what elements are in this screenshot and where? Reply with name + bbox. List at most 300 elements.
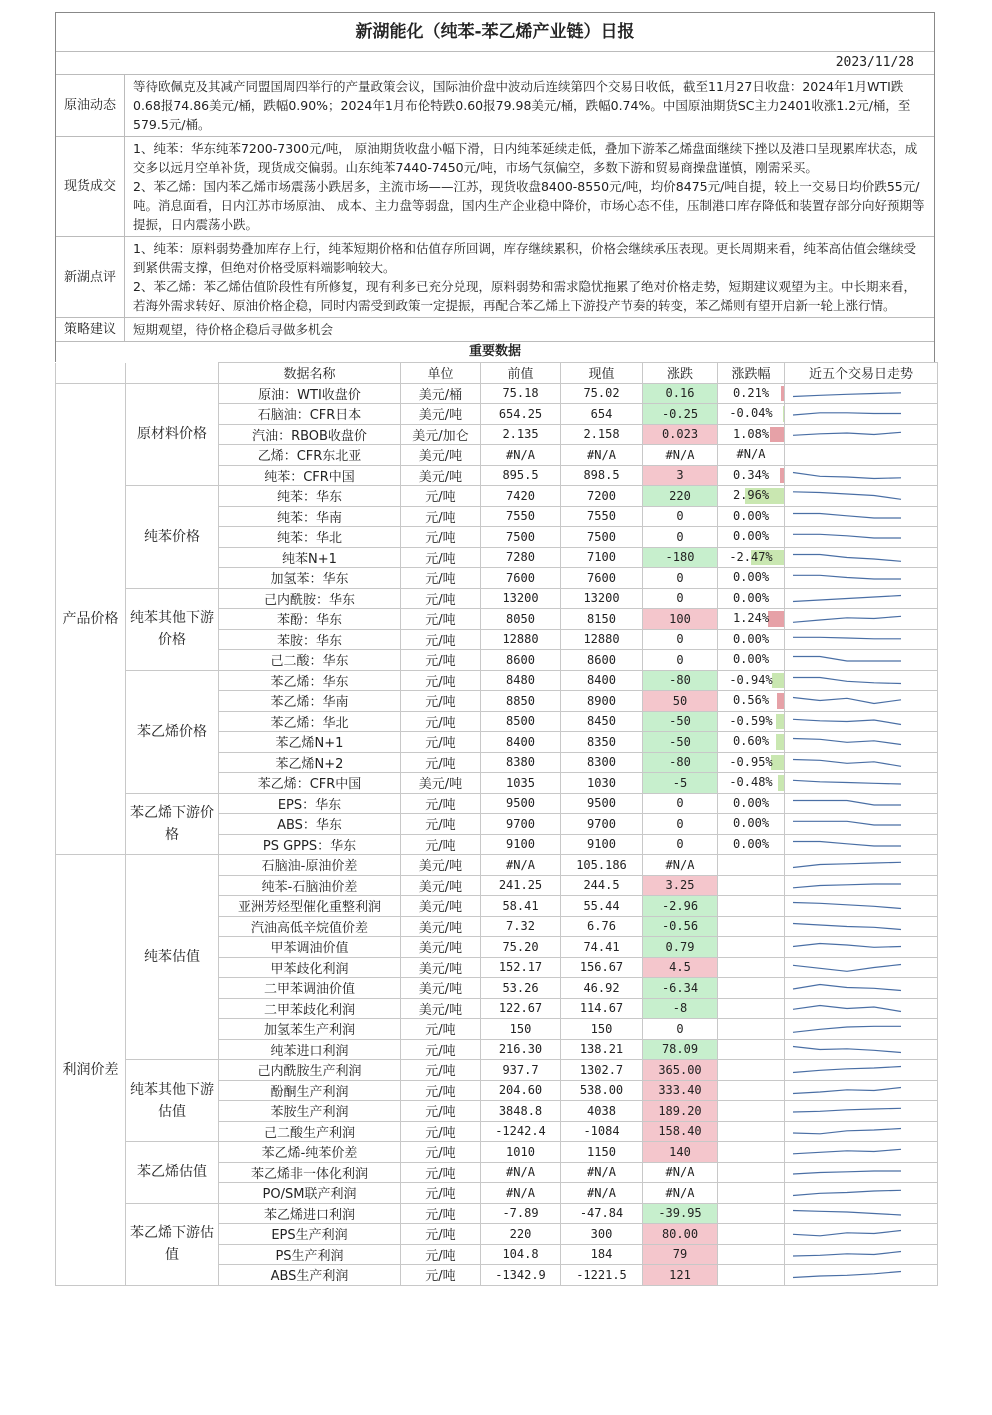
sparkline xyxy=(785,404,936,423)
sparkline xyxy=(785,773,936,792)
cell-trend xyxy=(785,609,938,630)
sparkline-path xyxy=(793,1067,901,1073)
cell-curr: 300 xyxy=(561,1224,643,1245)
cell-prev: #N/A xyxy=(481,445,561,466)
section-paragraph: 1、纯苯：原料弱势叠加库存上行，纯苯短期价格和估值存所回调，库存继续累积，价格会继续承压表现。更长周期来看，纯苯高估值会继续受到紧供需支撑，但绝对价格受原料端影响较大。 xyxy=(133,241,916,275)
cell-change: #N/A xyxy=(643,1162,718,1183)
cell-name: 甲苯歧化利润 xyxy=(219,957,401,978)
sparkline xyxy=(785,896,936,915)
cell-unit: 元/吨 xyxy=(401,568,481,589)
cell-name: PO/SM联产利润 xyxy=(219,1183,401,1204)
sparkline xyxy=(785,1040,936,1059)
pct-text: -0.59% xyxy=(729,713,773,728)
sparkline xyxy=(785,855,936,874)
cell-curr: 46.92 xyxy=(561,978,643,999)
cell-trend xyxy=(785,1121,938,1142)
sparkline-path xyxy=(793,657,901,662)
pct-databar xyxy=(770,427,784,443)
cell-trend xyxy=(785,711,938,732)
table-row xyxy=(56,855,938,876)
cell-trend xyxy=(785,896,938,917)
header-pct: 涨跌幅 xyxy=(718,363,785,384)
sparkline-path xyxy=(793,1231,901,1236)
sparkline-path xyxy=(793,393,901,397)
pct-databar xyxy=(768,611,784,627)
cell-trend xyxy=(785,937,938,958)
cell-prev: 241.25 xyxy=(481,875,561,896)
cell-unit: 元/吨 xyxy=(401,1101,481,1122)
cell-curr: 13200 xyxy=(561,588,643,609)
cell-trend xyxy=(785,547,938,568)
cell-change-pct xyxy=(718,1224,785,1245)
sparkline xyxy=(785,589,936,608)
sparkline-path xyxy=(793,595,901,601)
cell-change-pct xyxy=(718,691,785,712)
cell-change-pct xyxy=(718,1265,785,1286)
cell-prev: 8050 xyxy=(481,609,561,630)
cell-prev: 8500 xyxy=(481,711,561,732)
cell-change-pct xyxy=(718,650,785,671)
sparkline-path xyxy=(793,863,901,868)
cell-change-pct xyxy=(718,875,785,896)
cell-unit: 元/吨 xyxy=(401,1244,481,1265)
pct-text: -0.48% xyxy=(729,775,773,790)
header-curr: 现值 xyxy=(561,363,643,384)
cell-trend xyxy=(785,588,938,609)
cell-name: 原油：WTI收盘价 xyxy=(219,383,401,404)
cell-unit: 元/吨 xyxy=(401,1224,481,1245)
cell-unit: 美元/吨 xyxy=(401,855,481,876)
sparkline-path xyxy=(793,759,901,766)
cell-change-pct xyxy=(718,629,785,650)
cell-prev: 9100 xyxy=(481,834,561,855)
sparkline xyxy=(785,753,936,772)
cell-change-pct xyxy=(718,937,785,958)
cell-change-pct xyxy=(718,1244,785,1265)
sparkline xyxy=(785,732,936,751)
cell-name: 苯胺生产利润 xyxy=(219,1101,401,1122)
sparkline xyxy=(785,1163,936,1182)
cell-change-pct xyxy=(718,1183,785,1204)
key-data-table xyxy=(55,362,938,1286)
sparkline-path xyxy=(793,944,901,948)
cell-curr: 8150 xyxy=(561,609,643,630)
cell-unit: 美元/吨 xyxy=(401,937,481,958)
cell-curr: 1302.7 xyxy=(561,1060,643,1081)
cell-trend xyxy=(785,1101,938,1122)
cell-name: 亚洲芳烃型催化重整利润 xyxy=(219,896,401,917)
sparkline-path xyxy=(793,617,901,623)
cell-name: 二甲苯歧化利润 xyxy=(219,998,401,1019)
cell-unit: 元/吨 xyxy=(401,670,481,691)
report-header xyxy=(55,12,935,342)
subgroup-label: 纯苯其他下游估值 xyxy=(126,1060,219,1142)
cell-name: 苯胺：华东 xyxy=(219,629,401,650)
category-label: 利润价差 xyxy=(56,855,126,1286)
cell-change-pct xyxy=(718,1101,785,1122)
cell-curr: 8400 xyxy=(561,670,643,691)
cell-change-pct xyxy=(718,1039,785,1060)
sparkline-path xyxy=(793,923,901,929)
cell-change: 0 xyxy=(643,527,718,548)
cell-change: 333.40 xyxy=(643,1080,718,1101)
cell-trend xyxy=(785,506,938,527)
cell-trend xyxy=(785,1060,938,1081)
pct-text: 0.00% xyxy=(732,631,770,646)
sparkline-path xyxy=(793,1150,901,1155)
cell-trend xyxy=(785,834,938,855)
cell-unit: 元/吨 xyxy=(401,1121,481,1142)
cell-prev: 8380 xyxy=(481,752,561,773)
cell-change: 0 xyxy=(643,814,718,835)
cell-trend xyxy=(785,629,938,650)
sparkline-path xyxy=(793,985,901,991)
cell-curr: 184 xyxy=(561,1244,643,1265)
cell-trend xyxy=(785,691,938,712)
cell-curr: 244.5 xyxy=(561,875,643,896)
sparkline-path xyxy=(793,677,901,683)
pct-databar xyxy=(783,406,784,422)
cell-change: 100 xyxy=(643,609,718,630)
cell-prev: 7500 xyxy=(481,527,561,548)
cell-name: 二甲苯调油价值 xyxy=(219,978,401,999)
cell-prev: 122.67 xyxy=(481,998,561,1019)
cell-trend xyxy=(785,814,938,835)
cell-change: -2.96 xyxy=(643,896,718,917)
cell-change: 80.00 xyxy=(643,1224,718,1245)
cell-unit: 元/吨 xyxy=(401,486,481,507)
cell-curr: 8450 xyxy=(561,711,643,732)
table-row xyxy=(56,588,938,609)
cell-curr: 1150 xyxy=(561,1142,643,1163)
sparkline-path xyxy=(793,1171,901,1174)
cell-prev: 104.8 xyxy=(481,1244,561,1265)
header-unit: 单位 xyxy=(401,363,481,384)
cell-change-pct xyxy=(718,978,785,999)
daily-report-sheet xyxy=(55,12,935,1286)
cell-unit: 元/吨 xyxy=(401,793,481,814)
cell-change-pct xyxy=(718,383,785,404)
cell-change: #N/A xyxy=(643,855,718,876)
cell-name: 苯乙烯非一体化利润 xyxy=(219,1162,401,1183)
cell-prev: 12880 xyxy=(481,629,561,650)
sparkline xyxy=(785,1122,936,1141)
pct-databar xyxy=(776,734,784,750)
sparkline xyxy=(785,958,936,977)
sparkline xyxy=(785,630,936,649)
sparkline-path xyxy=(793,822,901,826)
cell-change: 158.40 xyxy=(643,1121,718,1142)
cell-curr: 9500 xyxy=(561,793,643,814)
cell-curr: 75.02 xyxy=(561,383,643,404)
header-blank xyxy=(126,363,219,384)
category-label: 产品价格 xyxy=(56,383,126,855)
cell-curr: 898.5 xyxy=(561,465,643,486)
cell-curr: 55.44 xyxy=(561,896,643,917)
cell-change: -5 xyxy=(643,773,718,794)
pct-text: 0.00% xyxy=(732,795,770,810)
sparkline-path xyxy=(793,841,901,846)
pct-text: 0.00% xyxy=(732,590,770,605)
sparkline-path xyxy=(793,800,901,805)
pct-text: -2.47% xyxy=(729,549,773,564)
pct-text: 0.00% xyxy=(732,570,770,585)
section-paragraph: 2、苯乙烯：国内苯乙烯市场震荡小跌居多，主流市场——江苏，现货收盘8400-8550元/吨，均价8475元/吨自提，较上一交易日均价跌55元/吨。消息面看，日内江苏市场原油、 成本、主力盘等弱盘，国内生产企业稳中降价，市场心态不佳，压制港口库存降低和装置存部分向好预期等提振，日内震荡小跌。 xyxy=(133,179,925,232)
cell-change-pct xyxy=(718,1142,785,1163)
cell-prev: -1342.9 xyxy=(481,1265,561,1286)
cell-change-pct xyxy=(718,404,785,425)
sparkline xyxy=(785,937,936,956)
cell-curr: #N/A xyxy=(561,1162,643,1183)
cell-curr: 7200 xyxy=(561,486,643,507)
cell-change-pct xyxy=(718,1203,785,1224)
sparkline-path xyxy=(793,1087,901,1093)
cell-name: 纯苯：华南 xyxy=(219,506,401,527)
section-row xyxy=(56,137,934,237)
cell-change: 121 xyxy=(643,1265,718,1286)
cell-change: 0 xyxy=(643,629,718,650)
header-blank xyxy=(56,363,126,384)
cell-change-pct xyxy=(718,1080,785,1101)
cell-name: 纯苯-石脑油价差 xyxy=(219,875,401,896)
cell-trend xyxy=(785,1039,938,1060)
cell-curr: 7500 xyxy=(561,527,643,548)
cell-curr: #N/A xyxy=(561,1183,643,1204)
section-row xyxy=(56,318,934,342)
pct-text: 2.96% xyxy=(732,488,770,503)
sparkline xyxy=(785,548,936,567)
cell-change-pct xyxy=(718,486,785,507)
cell-unit: 美元/吨 xyxy=(401,445,481,466)
cell-unit: 元/吨 xyxy=(401,752,481,773)
cell-prev: 8400 xyxy=(481,732,561,753)
sparkline-path xyxy=(793,781,901,785)
sparkline-path xyxy=(793,719,901,724)
cell-change: 4.5 xyxy=(643,957,718,978)
sparkline xyxy=(785,486,936,505)
sparkline-path xyxy=(793,513,901,518)
cell-unit: 元/吨 xyxy=(401,629,481,650)
sparkline-path xyxy=(793,1005,901,1011)
cell-prev: 13200 xyxy=(481,588,561,609)
cell-trend xyxy=(785,424,938,445)
cell-unit: 元/吨 xyxy=(401,547,481,568)
sparkline xyxy=(785,1265,936,1284)
cell-trend xyxy=(785,568,938,589)
pct-text: 0.00% xyxy=(732,508,770,523)
section-row xyxy=(56,237,934,318)
cell-prev: #N/A xyxy=(481,1162,561,1183)
cell-unit: 美元/吨 xyxy=(401,875,481,896)
cell-curr: 8300 xyxy=(561,752,643,773)
cell-change-pct xyxy=(718,547,785,568)
cell-trend xyxy=(785,650,938,671)
cell-trend xyxy=(785,773,938,794)
cell-name: 己内酰胺生产利润 xyxy=(219,1060,401,1081)
cell-trend xyxy=(785,1203,938,1224)
cell-change-pct xyxy=(718,896,785,917)
sparkline xyxy=(785,876,936,895)
sparkline xyxy=(785,1142,936,1161)
cell-unit: 元/吨 xyxy=(401,1183,481,1204)
cell-unit: 元/吨 xyxy=(401,1162,481,1183)
cell-prev: 895.5 xyxy=(481,465,561,486)
cell-change-pct xyxy=(718,814,785,835)
subgroup-label: 纯苯价格 xyxy=(126,486,219,589)
cell-name: 加氢苯：华东 xyxy=(219,568,401,589)
cell-name: 苯乙烯：华南 xyxy=(219,691,401,712)
cell-prev: 1010 xyxy=(481,1142,561,1163)
cell-curr: 9700 xyxy=(561,814,643,835)
cell-name: PS生产利润 xyxy=(219,1244,401,1265)
cell-change: 0.023 xyxy=(643,424,718,445)
pct-text: -0.04% xyxy=(729,406,773,421)
cell-name: EPS生产利润 xyxy=(219,1224,401,1245)
cell-name: 纯苯：华东 xyxy=(219,486,401,507)
cell-name: 酚酮生产利润 xyxy=(219,1080,401,1101)
cell-trend xyxy=(785,1142,938,1163)
cell-prev: -1242.4 xyxy=(481,1121,561,1142)
cell-prev: 53.26 xyxy=(481,978,561,999)
sparkline xyxy=(785,1101,936,1120)
cell-change-pct xyxy=(718,752,785,773)
pct-databar xyxy=(781,386,784,402)
section-body xyxy=(125,318,935,342)
cell-prev: 8850 xyxy=(481,691,561,712)
cell-prev: 58.41 xyxy=(481,896,561,917)
subgroup-label: 原材料价格 xyxy=(126,383,219,486)
pct-databar xyxy=(771,755,784,771)
cell-prev: 937.7 xyxy=(481,1060,561,1081)
cell-unit: 元/吨 xyxy=(401,506,481,527)
cell-name: ABS生产利润 xyxy=(219,1265,401,1286)
cell-prev: 8480 xyxy=(481,670,561,691)
table-row xyxy=(56,670,938,691)
cell-unit: 元/吨 xyxy=(401,814,481,835)
cell-change-pct xyxy=(718,588,785,609)
pct-databar xyxy=(776,714,784,730)
cell-trend xyxy=(785,998,938,1019)
cell-unit: 美元/桶 xyxy=(401,383,481,404)
cell-change: 365.00 xyxy=(643,1060,718,1081)
cell-change: 3 xyxy=(643,465,718,486)
cell-change: -0.56 xyxy=(643,916,718,937)
sparkline xyxy=(785,794,936,813)
cell-name: 汽油：RBOB收盘价 xyxy=(219,424,401,445)
sparkline xyxy=(785,1019,936,1038)
cell-trend xyxy=(785,1244,938,1265)
cell-change-pct xyxy=(718,506,785,527)
cell-change-pct xyxy=(718,445,785,466)
pct-text: 0.21% xyxy=(732,385,770,400)
cell-prev: 9500 xyxy=(481,793,561,814)
cell-trend xyxy=(785,732,938,753)
cell-unit: 元/吨 xyxy=(401,1265,481,1286)
cell-change-pct xyxy=(718,916,785,937)
sparkline xyxy=(785,712,936,731)
sparkline-path xyxy=(793,413,901,415)
cell-trend xyxy=(785,404,938,425)
cell-change: 79 xyxy=(643,1244,718,1265)
cell-prev: 7280 xyxy=(481,547,561,568)
section-label: 新湖点评 xyxy=(56,237,125,318)
cell-trend xyxy=(785,752,938,773)
section-paragraph: 2、苯乙烯：苯乙烯估值阶段性有所修复，现有利多已充分兑现，原料弱势和需求隐忧拖累了绝对价格走势，短期建议观望为主。中长期来看，若海外需求转好、原油价格企稳，同时内需受到政策一定提振，再配合苯乙烯上下游投产节奏的转变，苯乙烯则有望开启新一轮上涨行情。 xyxy=(133,279,916,313)
cell-change: 220 xyxy=(643,486,718,507)
sparkline xyxy=(785,1245,936,1264)
cell-prev: 7600 xyxy=(481,568,561,589)
sparkline-path xyxy=(793,1027,901,1033)
cell-curr: #N/A xyxy=(561,445,643,466)
subgroup-label: 苯乙烯下游估值 xyxy=(126,1203,219,1285)
pct-text: 0.34% xyxy=(732,467,770,482)
cell-name: ABS：华东 xyxy=(219,814,401,835)
table-row xyxy=(56,383,938,404)
pct-databar xyxy=(780,468,784,484)
cell-trend xyxy=(785,855,938,876)
cell-change: 0 xyxy=(643,650,718,671)
cell-name: 苯乙烯-纯苯价差 xyxy=(219,1142,401,1163)
cell-change-pct xyxy=(718,1019,785,1040)
cell-change: -0.25 xyxy=(643,404,718,425)
sparkline-path xyxy=(793,554,901,561)
cell-prev: 3848.8 xyxy=(481,1101,561,1122)
cell-trend xyxy=(785,445,938,466)
pct-databar xyxy=(772,673,784,689)
sparkline xyxy=(785,917,936,936)
sparkline xyxy=(785,650,936,669)
cell-name: 苯乙烯：华东 xyxy=(219,670,401,691)
cell-change: 0 xyxy=(643,588,718,609)
cell-change: -8 xyxy=(643,998,718,1019)
cell-name: 甲苯调油价值 xyxy=(219,937,401,958)
cell-change-pct xyxy=(718,670,785,691)
pct-text: 0.00% xyxy=(732,816,770,831)
cell-change-pct xyxy=(718,957,785,978)
cell-change: 3.25 xyxy=(643,875,718,896)
cell-change-pct xyxy=(718,998,785,1019)
sparkline-path xyxy=(793,492,901,500)
cell-change: -50 xyxy=(643,732,718,753)
cell-unit: 美元/吨 xyxy=(401,957,481,978)
cell-unit: 元/吨 xyxy=(401,1019,481,1040)
cell-change: 0 xyxy=(643,834,718,855)
cell-name: 乙烯：CFR东北亚 xyxy=(219,445,401,466)
pct-text: 0.56% xyxy=(732,693,770,708)
sparkline xyxy=(785,835,936,854)
cell-trend xyxy=(785,486,938,507)
cell-prev: 2.135 xyxy=(481,424,561,445)
cell-unit: 元/吨 xyxy=(401,588,481,609)
cell-prev: 204.60 xyxy=(481,1080,561,1101)
cell-name: 纯苯：CFR中国 xyxy=(219,465,401,486)
cell-curr: 7600 xyxy=(561,568,643,589)
cell-name: 加氢苯生产利润 xyxy=(219,1019,401,1040)
cell-change: #N/A xyxy=(643,445,718,466)
cell-curr: 7100 xyxy=(561,547,643,568)
sparkline xyxy=(785,1060,936,1079)
cell-prev: 9700 xyxy=(481,814,561,835)
cell-curr: 6.76 xyxy=(561,916,643,937)
cell-name: 纯苯N+1 xyxy=(219,547,401,568)
cell-trend xyxy=(785,1080,938,1101)
sparkline xyxy=(785,568,936,587)
cell-change: -80 xyxy=(643,670,718,691)
cell-prev: #N/A xyxy=(481,855,561,876)
data-table-title: 重要数据 xyxy=(55,342,935,362)
cell-trend xyxy=(785,1265,938,1286)
cell-curr: -47.84 xyxy=(561,1203,643,1224)
